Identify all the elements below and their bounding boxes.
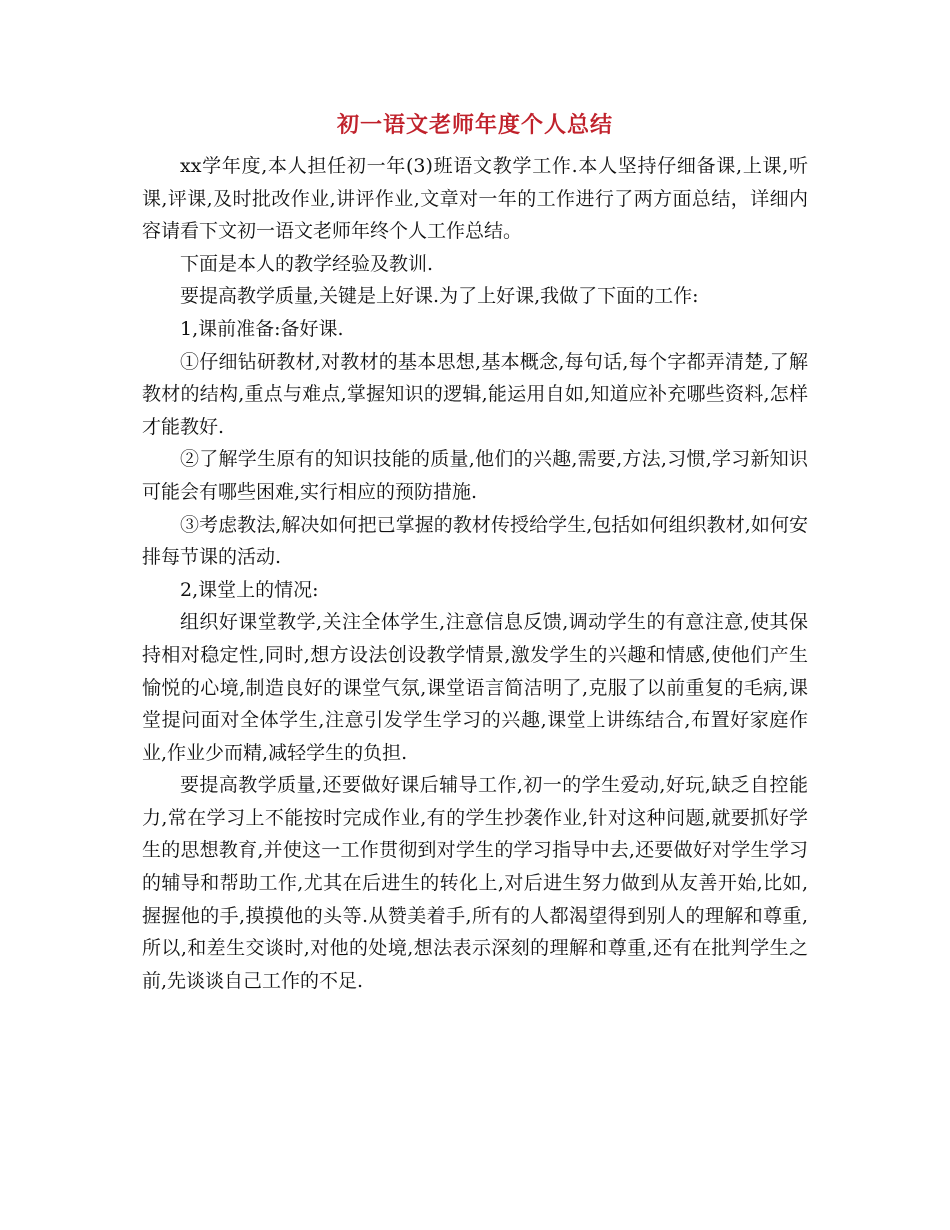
- document-title: 初一语文老师年度个人总结: [336, 112, 613, 138]
- paragraph-after-class: 要提高教学质量,还要做好课后辅导工作,初一的学生爱动,好玩,缺乏自控能力,常在学习上不能按时完成作业,有的学生抄袭作业,针对这种问题,就要抓好学生的思想教育,并使这一工作贯彻到对学生的学习指导中去,还要做好对学生学习的辅导和帮助工作,尤其在后进生的转化上,对后进生努力做到从友善开始,比如,握握他的手,摸摸他的头等.从赞美着手,所有的人都渴望得到别人的理解和尊重,所以,和差生交谈时,对他的处境,想法表示深刻的理解和尊重,还有在批判学生之前,先谈谈自己工作的不足.: [142, 774, 808, 992]
- paragraph-intro: xx学年度,本人担任初一年(3)班语文教学工作.本人坚持仔细备课,上课,听课,评课,及时批改作业,讲评作业,文章对一年的工作进行了两方面总结，详细内容请看下文初一语文老师年终个人工作总结。: [142, 155, 808, 243]
- paragraph-experience-lead: 下面是本人的教学经验及教训.: [180, 252, 434, 275]
- paragraph-classroom: 组织好课堂教学,关注全体学生,注意信息反馈,调动学生的有意注意,使其保持相对稳定性,同时,想方设法创设教学情景,激发学生的兴趣和情感,使他们产生愉悦的心境,制造良好的课堂气氛,课堂语言简洁明了,克服了以前重复的毛病,课堂提问面对全体学生,注意引发学生学习的兴趣,课堂上讲练结合,布置好家庭作业,作业少而精,减轻学生的负担.: [142, 611, 808, 764]
- section-heading-classroom: 2,课堂上的情况:: [180, 578, 319, 601]
- paragraph-item-1: ①仔细钻研教材,对教材的基本思想,基本概念,每句话,每个字都弄清楚,了解教材的结构,重点与难点,掌握知识的逻辑,能运用自如,知道应补充哪些资料,怎样才能教好.: [142, 350, 808, 438]
- section-heading-preparation: 1,课前准备:备好课.: [180, 317, 344, 340]
- paragraph-key-point: 要提高教学质量,关键是上好课.为了上好课,我做了下面的工作:: [180, 285, 699, 308]
- paragraph-item-2: ②了解学生原有的知识技能的质量,他们的兴趣,需要,方法,习惯,学习新知识可能会有哪些困难,实行相应的预防措施.: [142, 448, 808, 503]
- paragraph-item-3: ③考虑教法,解决如何把已掌握的教材传授给学生,包括如何组织教材,如何安排每节课的活动.: [142, 513, 808, 569]
- document-body: [142, 150, 808, 997]
